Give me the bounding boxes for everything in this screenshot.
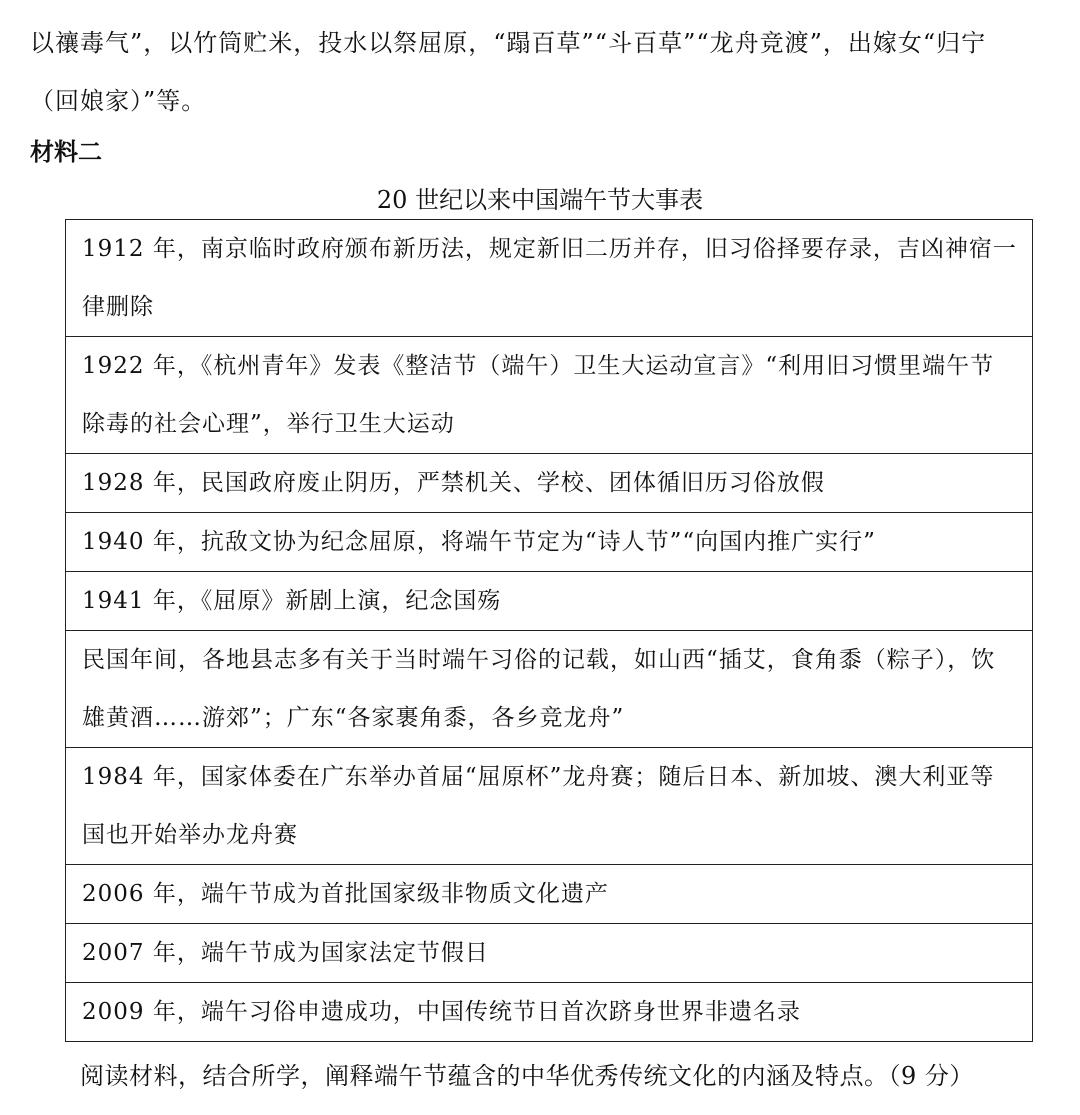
table-row (66, 220, 1033, 337)
section-heading: 材料二 (30, 138, 102, 166)
intro-line-2: （回娘家）”等。 (30, 87, 207, 115)
table-row (66, 748, 1033, 865)
table-row (66, 631, 1033, 748)
table-cell: 2007 年，端午节成为国家法定节假日 (66, 924, 1033, 983)
table-row (66, 513, 1033, 572)
table-row (66, 865, 1033, 924)
table-cell: 1922 年，《杭州青年》发表《整洁节（端午）卫生大运动宣言》“利用旧习惯里端午节除毒的社会心理”，举行卫生大运动 (66, 337, 1033, 454)
table-cell: 民国年间，各地县志多有关于当时端午习俗的记载，如山西“插艾，食角黍（粽子），饮雄黄酒……游郊”；广东“各家裹角黍，各乡竞龙舟” (66, 631, 1033, 748)
table-cell: 1941 年，《屈原》新剧上演，纪念国殇 (66, 572, 1033, 631)
table-row (66, 983, 1033, 1042)
table-row (66, 572, 1033, 631)
intro-paragraph (30, 14, 1070, 130)
table-row (66, 337, 1033, 454)
events-table (65, 219, 1033, 1042)
table-cell: 1928 年，民国政府废止阴历，严禁机关、学校、团体循旧历习俗放假 (66, 454, 1033, 513)
table-cell: 2009 年，端午习俗申遗成功，中国传统节日首次跻身世界非遗名录 (66, 983, 1033, 1042)
table-title: 20 世纪以来中国端午节大事表 (376, 186, 704, 214)
intro-line-1: 以禳毒气”，以竹筒贮米，投水以祭屈原，“蹋百草”“斗百草”“龙舟竞渡”，出嫁女“归宁 (30, 29, 987, 57)
table-row (66, 924, 1033, 983)
table-cell: 2006 年，端午节成为首批国家级非物质文化遗产 (66, 865, 1033, 924)
table-row (66, 454, 1033, 513)
table-cell: 1940 年，抗敌文协为纪念屈原，将端午节定为“诗人节”“向国内推广实行” (66, 513, 1033, 572)
table-cell: 1912 年，南京临时政府颁布新历法，规定新旧二历并存，旧习俗择要存录，吉凶神宿一律删除 (66, 220, 1033, 337)
table-cell: 1984 年，国家体委在广东举办首届“屈原杯”龙舟赛；随后日本、新加坡、澳大利亚等国也开始举办龙舟赛 (66, 748, 1033, 865)
question-prompt: 阅读材料，结合所学，阐释端午节蕴含的中华优秀传统文化的内涵及特点。（9 分） (80, 1062, 974, 1090)
